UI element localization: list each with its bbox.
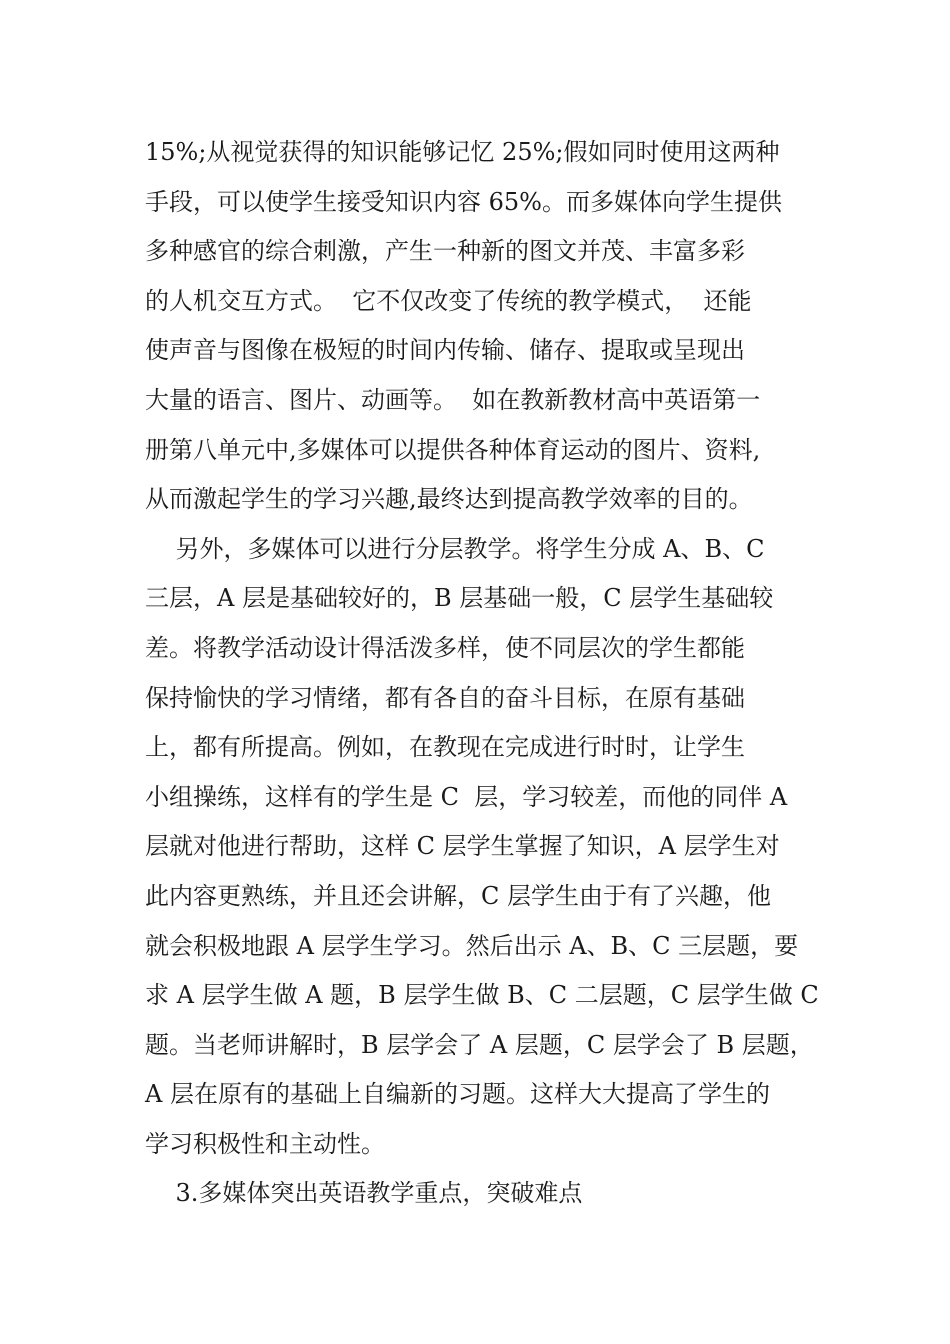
text-line-18: 求 A 层学生做 A 题，B 层学生做 B、C 二层题，C 层学生做 C: [145, 981, 819, 1010]
text-line-13: 上，都有所提高。例如，在教现在完成进行时时，让学生: [145, 733, 745, 762]
text-line-1: 15%;从视觉获得的知识能够记忆 25%;假如同时使用这两种: [145, 138, 780, 166]
text-line-15: 层就对他进行帮助，这样 C 层学生掌握了知识，A 层学生对: [145, 832, 780, 861]
text-line-3: 多种感官的综合刺激，产生一种新的图文并茂、丰富多彩: [145, 237, 745, 266]
text-line-20: A 层在原有的基础上自编新的习题。这样大大提高了学生的: [145, 1080, 770, 1109]
text-line-19: 题。当老师讲解时，B 层学会了 A 层题，C 层学会了 B 层题，: [145, 1030, 814, 1059]
text-line-16: 此内容更熟练，并且还会讲解，C 层学生由于有了兴趣，他: [145, 881, 771, 910]
text-line-14: 小组操练，这样有的学生是 C 层，学习较差，而他的同伴 A: [145, 782, 788, 811]
text-line-12: 保持愉快的学习情绪，都有各自的奋斗目标，在原有基础: [145, 683, 745, 712]
document-body: [145, 128, 825, 1219]
text-line-11: 差。将教学活动设计得活泼多样，使不同层次的学生都能: [145, 633, 745, 662]
text-line-17: 就会积极地跟 A 层学生学习。然后出示 A、B、C 三层题，要: [145, 931, 799, 960]
text-line-21: 学习积极性和主动性。: [145, 1129, 385, 1158]
text-line-2: 手段，可以使学生接受知识内容 65%。而多媒体向学生提供: [145, 187, 782, 216]
text-line-4: 的人机交互方式。 它不仅改变了传统的教学模式， 还能: [145, 286, 752, 315]
section-heading: 3.多媒体突出英语教学重点，突破难点: [145, 1179, 583, 1208]
text-line-9: 另外，多媒体可以进行分层教学。将学生分成 A、B、C: [145, 534, 765, 563]
text-line-5: 使声音与图像在极短的时间内传输、储存、提取或呈现出: [145, 336, 745, 365]
text-line-7: 册第八单元中,多媒体可以提供各种体育运动的图片、资料,: [145, 435, 761, 464]
text-line-8: 从而激起学生的学习兴趣,最终达到提高教学效率的目的。: [145, 485, 753, 514]
text-line-10: 三层，A 层是基础较好的，B 层基础一般，C 层学生基础较: [145, 584, 774, 613]
text-line-6: 大量的语言、图片、动画等。 如在教新教材高中英语第一: [145, 385, 761, 414]
